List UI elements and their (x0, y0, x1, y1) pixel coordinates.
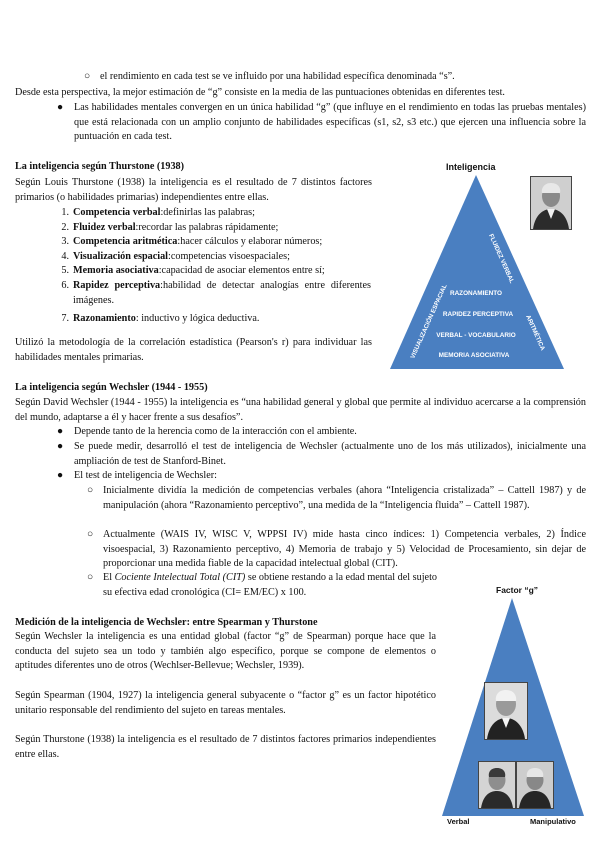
portrait-icon (479, 762, 515, 808)
circle-bullet-icon: ○ (84, 71, 91, 82)
bullet-icon: ● (57, 470, 64, 481)
bullet-icon: ● (57, 102, 64, 113)
wechsler-bullet: ● El test de inteligencia de Wechsler: (74, 469, 586, 484)
pyramid-left-side: VISUALIZACIÓN ESPACIAL (409, 283, 449, 360)
intro-bullet: ● Las habilidades mentales convergen en un única habilidad “g” (que influye en el rendimiento en todas las pruebas mentales) que está relacionada con un amplio conjunto de habilidades específicas (s1, s2, s3 etc.) que ejercen una influencia sobre la puntuación en cada test. (57, 102, 586, 143)
circle-bullet-icon: ○ (87, 485, 94, 496)
g-label-manipulativo: Manipulativo (530, 817, 576, 826)
portrait-icon (485, 683, 527, 739)
thurstone-heading: La inteligencia según Thurstone (1938) (15, 161, 185, 172)
wechsler-sub-bullet: ○ Inicialmente dividía la medición de competencias verbales (ahora “Inteligencia cristalizada” – Cattell 1987) y de manipulación (ahora “Razonamiento perceptivo”, una medida de la “Inteligencia fluida” – Cattell 1987). (87, 485, 586, 511)
pyramid-right-bottom: ARITMÉTICA (524, 313, 547, 352)
diagram-g-title: Factor “g” (496, 585, 539, 595)
wechsler-bullet: ● Depende tanto de la herencia como de la interacción con el ambiente. (74, 425, 586, 440)
portrait-icon (517, 762, 553, 808)
pyramid-base: MEMORIA ASOCIATIVA (438, 352, 510, 359)
wechsler-heading: La inteligencia según Wechsler (1944 - 1955) (15, 382, 208, 393)
factor-item: 4. Visualización espacial:competencias visoespaciales; (61, 250, 290, 262)
g-label-verbal: Verbal (447, 817, 470, 826)
factor-item: 6. Rapidez perceptiva:habilidad de detectar analogías entre diferentes imágenes. (61, 279, 371, 306)
pyramid-center-3: VERBAL - VOCABULARIO (436, 332, 516, 339)
factor-item: 3. Competencia aritmética:hacer cálculos y elaborar números; (61, 236, 323, 248)
thurstone-intro: Según Louis Thurstone (1938) la inteligencia es el resultado de 7 distintos factores primarios (o habilidades primarias) independientes entre ellas. (15, 177, 372, 203)
medicion-heading: Medición de la inteligencia de Wechsler: entre Spearman y Thurstone (15, 617, 318, 628)
medicion-paragraph-1: Según Wechsler la inteligencia es una entidad global (factor “g” de Spearman) porque hace que la conducta del sujeto sea un todo y también algo específico, porque se compone de elementos o aptitudes diferentes uno de otros (Wechlser-Bellevue; Wechsler, 1939). (15, 631, 436, 672)
wechsler-sub-bullet: ○ Actualmente (WAIS IV, WISC V, WPPSI IV) mide hasta cinco índices: 1) Competencia verbales, 2) Índice visoespacial, 3) Razonamiento perceptivo, 4) Memoria de trabajo y 5) Velocidad de Procesamiento, sin dejar de proporcionar una medida fiable de la capacidad intelectual global (CIT). (87, 529, 586, 570)
wechsler-intro: Según David Wechsler (1944 - 1955) la inteligencia es “una habilidad general y global que permite al individuo acercarse a la comprensión del mundo, adaptarse a él y hacer frente a sus desafíos”. (15, 397, 586, 423)
bullet-icon: ● (57, 426, 64, 437)
spearman-portrait (484, 682, 528, 740)
factor-item: 1. Competencia verbal:definirlas las palabras; (61, 207, 255, 218)
pyramid-center-1: RAZONAMIENTO (449, 290, 503, 297)
medicion-paragraph-2: Según Spearman (1904, 1927) la inteligencia general subyacente o “factor g” es un factor hipotético unitario responsable del rendimiento del sujeto en tareas mentales. (15, 690, 436, 716)
wechsler-sub-bullet: ○ El Cociente Intelectual Total (CIT) se obtiene restando a la edad mental del sujeto su efectiva edad cronológica (CI= EM/EC) x 100. (87, 572, 437, 598)
intro-sub-bullet: ○ el rendimiento en cada test se ve influido por una habilidad específica denominada “s”. (100, 70, 570, 85)
wechsler-bullet: ● Se puede medir, desarrolló el test de inteligencia de Wechsler (actualmente uno de los más utilizados), inicialmente una ampliación de test de Stanford-Binet. (57, 441, 586, 467)
portrait-icon (531, 177, 571, 229)
diagram-thurstone-title: Inteligencia (446, 162, 496, 172)
intro-perspective: Desde esta perspectiva, la mejor estimación de “g” consiste en la media de las puntuaciones obtenidas en diferentes test. (15, 87, 505, 98)
factor-item: 2. Fluidez verbal:recordar las palabras rápidamente; (61, 221, 279, 233)
circle-bullet-icon: ○ (87, 572, 94, 583)
thurstone-closing: Utilizó la metodología de la correlación estadística (Pearson's r) para individuar las habilidades mentales primarias. (15, 337, 372, 363)
medicion-paragraph-3: Según Thurstone (1938) la inteligencia es el resultado de 7 distintos factores primarios independientes entre ellas. (15, 734, 436, 760)
factor-item: 5. Memoria asociativa:capacidad de asociar elementos entre sí; (61, 265, 325, 277)
pyramid-right-top: FLUIDEZ VERBAL (487, 232, 516, 285)
circle-bullet-icon: ○ (87, 529, 94, 540)
bullet-icon: ● (57, 441, 64, 452)
thurstone-portrait (530, 176, 572, 230)
factor-item: 7. Razonamiento: inductivo y lógica deductiva. (61, 313, 260, 325)
thurstone-portrait-small (516, 761, 554, 809)
pyramid-center-2: RAPIDEZ PERCEPTIVA (442, 311, 514, 318)
thurstone-factor-list (61, 206, 373, 327)
wechsler-portrait (478, 761, 516, 809)
